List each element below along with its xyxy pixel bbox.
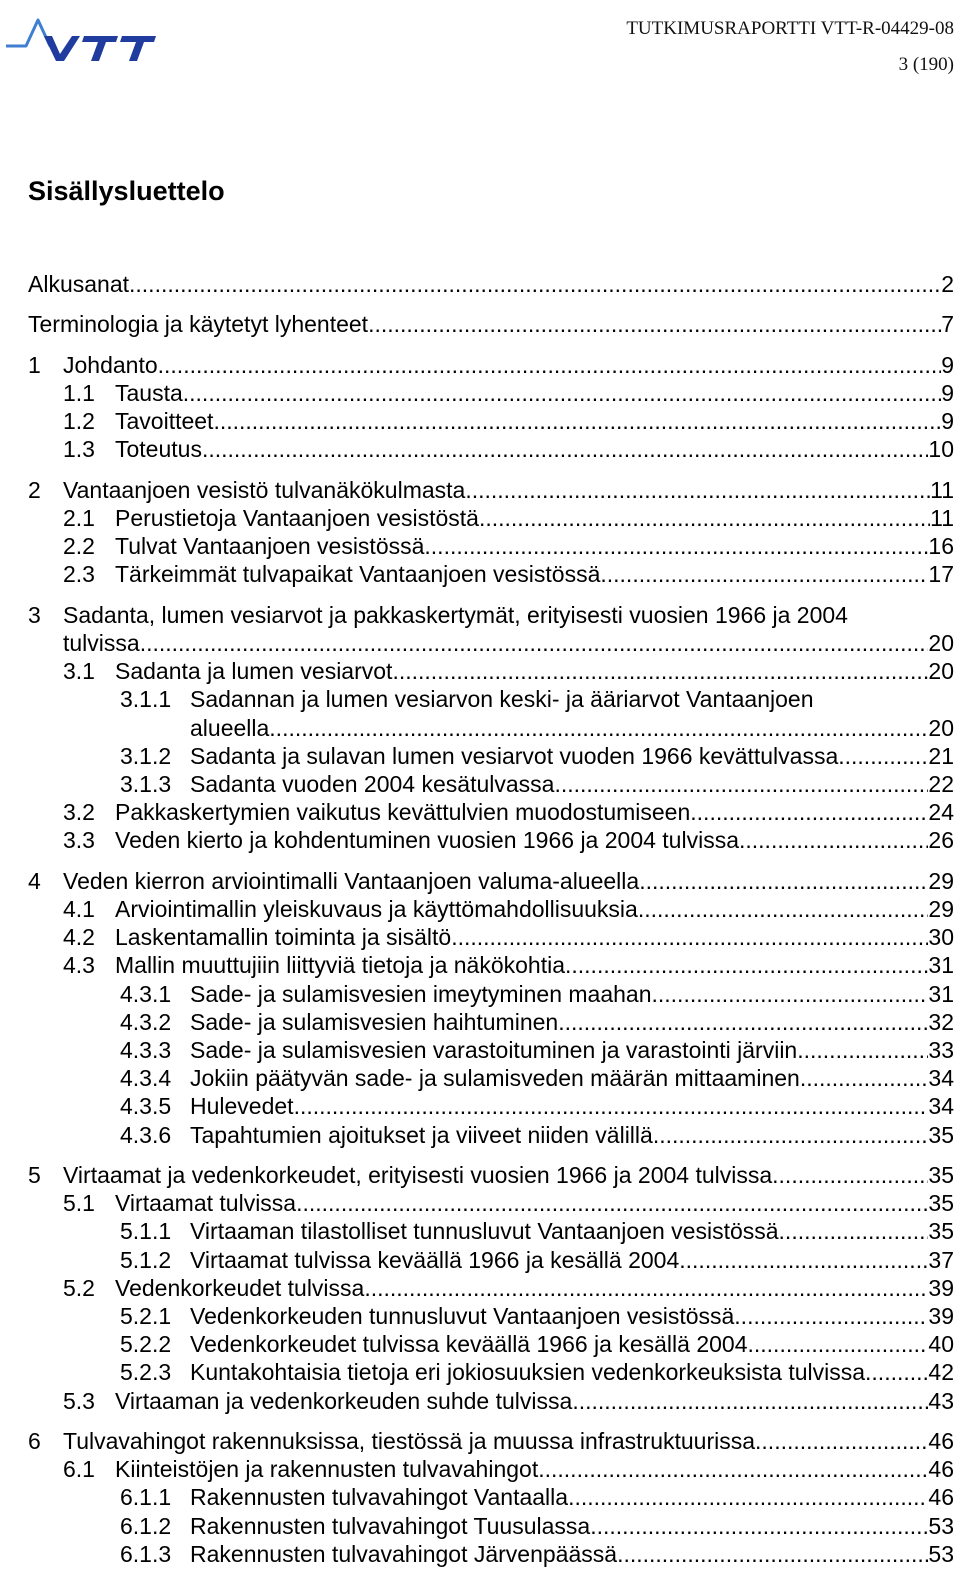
dot-leader [772, 1161, 928, 1189]
toc-entry-title: Vantaanjoen vesistö tulvanäkökulmasta [63, 476, 466, 503]
toc-entry-title: Hulevedet [190, 1093, 294, 1120]
dot-leader [568, 1483, 928, 1511]
dot-leader [129, 270, 941, 298]
toc-entry-page: 26 [928, 827, 954, 854]
toc-entry[interactable] [0, 1512, 954, 1540]
toc-entry-title: Kuntakohtaisia tietoja eri jokiosuuksien vedenkorkeuksista tulvissa [190, 1359, 866, 1386]
toc-entry[interactable] [0, 1064, 954, 1092]
toc-entry-title: Vedenkorkeuden tunnusluvut Vantaanjoen vesistössä [190, 1303, 735, 1329]
dot-leader [424, 532, 928, 560]
dot-leader [465, 476, 930, 504]
dot-leader [797, 1036, 928, 1064]
toc-entry-title: Virtaaman tilastolliset tunnusluvut Vantaanjoen vesistössä [190, 1218, 779, 1245]
dot-leader [734, 1302, 928, 1330]
toc-entry-number: 2.3 [63, 561, 95, 588]
toc-entry-number: 2.2 [63, 533, 95, 560]
toc-entry-title: Virtaamat ja vedenkorkeudet, erityisesti vuosien 1966 ja 2004 tulvissa [63, 1162, 773, 1188]
toc-entry-page: 9 [941, 351, 954, 378]
toc-entry-number: 4 [28, 867, 41, 894]
toc-entry-title: Virtaamat tulvissa keväällä 1966 ja kesällä 2004 [190, 1246, 680, 1273]
toc-entry[interactable] [0, 1387, 954, 1415]
toc-entry-page: 53 [928, 1512, 954, 1539]
toc-entry-title: Tulvat Vantaanjoen vesistössä [115, 533, 425, 560]
toc-entry-title: Sadanta vuoden 2004 kesätulvassa [190, 771, 555, 797]
toc-entry-page: 11 [930, 505, 954, 531]
toc-entry-number: 1 [28, 351, 41, 378]
toc-entry[interactable] [0, 601, 954, 629]
toc-entry-page: 39 [928, 1303, 954, 1329]
dot-leader [392, 657, 928, 685]
toc-entry-page: 42 [928, 1359, 954, 1386]
toc-entry-page: 29 [928, 867, 954, 894]
toc-entry-title: Veden kierto ja kohdentuminen vuosien 1966 ja 2004 tulvissa [115, 827, 739, 854]
toc-entry-number: 4.1 [63, 896, 95, 922]
toc-entry[interactable] [0, 1161, 954, 1189]
toc-entry-page: 35 [928, 1190, 954, 1217]
toc-entry-number: 2.1 [63, 505, 95, 531]
toc-entry-title: Virtaamat tulvissa [115, 1190, 297, 1217]
toc-entry-title: Sadanta, lumen vesiarvot ja pakkaskertymät, erityisesti vuosien 1966 ja 2004 [63, 601, 848, 628]
toc-entry-page: 7 [941, 311, 954, 338]
toc-entry-page: 46 [928, 1428, 954, 1454]
toc-entry-title: Sade- ja sulamisvesien varastoituminen ja varastointi järviin [190, 1037, 798, 1063]
toc-entry[interactable] [0, 1036, 954, 1064]
dot-leader [779, 1217, 929, 1245]
toc-entry[interactable] [0, 1274, 954, 1302]
toc-entry-number: 3.1.1 [120, 686, 172, 713]
dot-leader [838, 742, 928, 770]
toc-entry-page: 35 [928, 1121, 954, 1148]
toc-entry-title: Kiinteistöjen ja rakennusten tulvavahingot [115, 1456, 539, 1483]
toc-entry-number: 4.3.3 [120, 1037, 172, 1063]
toc-entry-number: 5.2.3 [120, 1359, 172, 1386]
toc-entry-title: Toteutus [115, 436, 202, 463]
toc-entry-page: 20 [928, 714, 954, 741]
toc-entry-title: Johdanto [63, 351, 158, 378]
toc-entry-number: 4.2 [63, 924, 95, 951]
toc-entry-title: Tapahtumien ajoitukset ja viiveet niiden välillä [190, 1121, 653, 1148]
toc-entry[interactable] [0, 895, 954, 923]
toc-entry-page: 46 [928, 1484, 954, 1511]
toc-entry[interactable] [0, 1540, 954, 1568]
dot-leader [600, 560, 928, 588]
report-id: TUTKIMUSRAPORTTI VTT-R-04429-08 [626, 18, 954, 39]
toc-entry[interactable] [0, 980, 954, 1008]
toc-entry[interactable] [0, 310, 954, 338]
toc-entry-page: 33 [928, 1037, 954, 1063]
dot-leader [652, 980, 929, 1008]
toc-entry-number: 5.2 [63, 1274, 95, 1301]
toc-entry-page: 9 [941, 408, 954, 435]
toc-entry-number: 6.1 [63, 1456, 95, 1483]
toc-entry-page: 34 [928, 1065, 954, 1092]
toc-entry-title: Jokiin päätyvän sade- ja sulamisveden määrän mittaaminen [190, 1065, 800, 1092]
dot-leader [294, 1092, 929, 1120]
toc-entry[interactable] [0, 742, 954, 770]
toc-entry[interactable] [0, 1092, 954, 1120]
toc-entry-number: 4.3.1 [120, 980, 172, 1007]
toc-entry-title: Sadanta ja lumen vesiarvot [115, 658, 393, 685]
toc-entry[interactable] [0, 1330, 954, 1358]
dot-leader [638, 895, 929, 923]
dot-leader [739, 826, 928, 854]
toc-entry-number: 5.1 [63, 1190, 95, 1217]
toc-entry-page: 31 [928, 952, 954, 979]
toc-entry-page: 21 [928, 742, 954, 769]
toc-entry-number: 6.1.2 [120, 1512, 172, 1539]
dot-leader [479, 504, 930, 532]
toc-entry-page: 11 [930, 476, 954, 503]
toc-entry[interactable] [0, 951, 954, 979]
toc-entry-number: 5.2.2 [120, 1331, 172, 1358]
toc-entry-number: 5.1.1 [120, 1218, 172, 1245]
toc-entry-page: 16 [928, 533, 954, 560]
toc-entry-title: Alkusanat [28, 271, 130, 297]
toc-entry[interactable] [0, 826, 954, 854]
toc-entry-title: Arviointimallin yleiskuvaus ja käyttömahdollisuuksia [115, 896, 638, 922]
toc-entry-title: Rakennusten tulvavahingot Vantaalla [190, 1484, 569, 1511]
toc-entry-number: 6 [28, 1428, 41, 1454]
dot-leader [554, 770, 928, 798]
toc-entry-title: Virtaaman ja vedenkorkeuden suhde tulvissa [115, 1387, 573, 1414]
toc-entry-number: 1.3 [63, 436, 95, 463]
toc-entry-number: 3 [28, 601, 41, 628]
toc-entry[interactable] [0, 532, 954, 560]
dot-leader [158, 351, 942, 379]
toc-entry[interactable] [0, 407, 954, 435]
toc-entry[interactable] [0, 351, 954, 379]
toc-entry-number: 4.3.6 [120, 1121, 172, 1148]
toc-entry-number: 5.3 [63, 1387, 95, 1414]
toc-entry-page: 31 [928, 980, 954, 1007]
toc-entry-number: 3.2 [63, 799, 95, 826]
toc-entry-page: 30 [928, 924, 954, 951]
toc-entry-page: 43 [928, 1387, 954, 1414]
toc-entry[interactable] [0, 798, 954, 826]
toc-entry-number: 4.3.2 [120, 1008, 172, 1035]
toc-entry[interactable] [0, 379, 954, 407]
dot-leader [213, 407, 941, 435]
toc-entry-page: 29 [928, 896, 954, 922]
dot-leader [590, 1512, 928, 1540]
toc-entry[interactable] [0, 1121, 954, 1149]
toc-entry-page: 20 [928, 658, 954, 685]
toc-entry-number: 5.2.1 [120, 1303, 172, 1329]
toc-entry-title: Sade- ja sulamisvesien haihtuminen [190, 1008, 559, 1035]
dot-leader [451, 923, 928, 951]
toc-entry-number: 3.1 [63, 658, 95, 685]
toc-entry[interactable] [0, 685, 954, 713]
toc-entry[interactable] [0, 435, 954, 463]
dot-leader [748, 1330, 929, 1358]
toc-entry-number: 4.3.4 [120, 1065, 172, 1092]
toc-entry[interactable] [0, 1427, 954, 1455]
toc-entry-title: Laskentamallin toiminta ja sisältö [115, 924, 452, 951]
toc-entry-continuation[interactable] [0, 714, 954, 742]
toc-entry-page: 17 [928, 561, 954, 588]
toc-entry-page: 39 [928, 1274, 954, 1301]
toc-entry-page: 20 [928, 630, 954, 656]
dot-leader [269, 714, 928, 742]
dot-leader [296, 1189, 928, 1217]
toc-entry[interactable] [0, 1483, 954, 1511]
dot-leader [639, 867, 928, 895]
toc-entry-title: Tulvavahingot rakennuksissa, tiestössä ja muussa infrastruktuurissa [63, 1428, 756, 1454]
toc-entry-page: 46 [928, 1456, 954, 1483]
toc-entry-title-continuation: alueella [190, 714, 270, 741]
dot-leader [202, 435, 928, 463]
toc-entry-page: 24 [928, 799, 954, 826]
dot-leader [572, 1387, 928, 1415]
toc-entry-page: 35 [928, 1218, 954, 1245]
toc-entry-title: Mallin muuttujiin liittyviä tietoja ja näkökohtia [115, 952, 565, 979]
toc-entry[interactable] [0, 657, 954, 685]
toc-entry-title: Vedenkorkeudet tulvissa [115, 1274, 365, 1301]
dot-leader [183, 379, 941, 407]
toc-entry[interactable] [0, 1246, 954, 1274]
dot-leader [755, 1427, 928, 1455]
dot-leader [140, 629, 929, 657]
toc-entry-number: 6.1.1 [120, 1484, 172, 1511]
toc-entry-number: 1.2 [63, 408, 95, 435]
dot-leader [565, 951, 928, 979]
dot-leader [538, 1455, 928, 1483]
toc-entry[interactable] [0, 476, 954, 504]
toc-entry-title: Tausta [115, 380, 183, 406]
toc-entry-title: Terminologia ja käytetyt lyhenteet [28, 311, 369, 338]
toc-entry-number: 3.3 [63, 827, 95, 854]
dot-leader [690, 798, 928, 826]
toc-entry[interactable] [0, 1189, 954, 1217]
dot-leader [653, 1121, 929, 1149]
toc-entry-page: 2 [941, 271, 954, 297]
toc-entry[interactable] [0, 770, 954, 798]
toc-entry-page: 32 [928, 1008, 954, 1035]
dot-leader [368, 310, 941, 338]
toc-entry-continuation[interactable] [0, 629, 954, 657]
toc-entry-title: Sadanta ja sulavan lumen vesiarvot vuoden 1966 kevättulvassa [190, 742, 839, 769]
toc-entry-page: 35 [928, 1162, 954, 1188]
toc-entry-number: 3.1.3 [120, 771, 172, 797]
toc-entry[interactable] [0, 504, 954, 532]
toc-entry[interactable] [0, 1455, 954, 1483]
dot-leader [617, 1540, 928, 1568]
toc-entry-number: 6.1.3 [120, 1540, 172, 1567]
dot-leader [679, 1246, 928, 1274]
toc-entry-number: 1.1 [63, 380, 95, 406]
toc-entry-page: 9 [941, 380, 954, 406]
toc-entry-page: 22 [928, 771, 954, 797]
toc-entry-number: 2 [28, 476, 41, 503]
toc-entry-title: Vedenkorkeudet tulvissa keväällä 1966 ja kesällä 2004 [190, 1331, 748, 1358]
toc-entry-title: Veden kierron arviointimalli Vantaanjoen valuma-alueella [63, 867, 640, 894]
toc-entry-number: 5.1.2 [120, 1246, 172, 1273]
toc-entry[interactable] [0, 1008, 954, 1036]
page-number: 3 (190) [898, 54, 954, 75]
toc-entry-title: Pakkaskertymien vaikutus kevättulvien muodostumiseen [115, 799, 691, 826]
dot-leader [558, 1008, 928, 1036]
toc-entry-page: 40 [928, 1331, 954, 1358]
toc-entry-title: Sadannan ja lumen vesiarvon keski- ja ääriarvot Vantaanjoen [190, 686, 814, 713]
toc-entry[interactable] [0, 1217, 954, 1245]
toc-entry-title: Rakennusten tulvavahingot Tuusulassa [190, 1512, 591, 1539]
toc-entry-page: 10 [928, 436, 954, 463]
toc-entry-number: 4.3.5 [120, 1093, 172, 1120]
toc-entry-title: Tavoitteet [115, 408, 214, 435]
toc-entry-title: Tärkeimmät tulvapaikat Vantaanjoen vesistössä [115, 561, 601, 588]
toc-entry[interactable] [0, 1358, 954, 1386]
dot-leader [800, 1064, 929, 1092]
toc-entry-number: 5 [28, 1162, 41, 1188]
dot-leader [865, 1358, 928, 1386]
toc-entry[interactable] [0, 560, 954, 588]
toc-entry-page: 53 [928, 1540, 954, 1567]
toc-entry-title-continuation: tulvissa [63, 630, 140, 656]
toc-entry-title: Sade- ja sulamisvesien imeytyminen maahan [190, 980, 652, 1007]
toc-entry-page: 37 [928, 1246, 954, 1273]
toc-entry[interactable] [0, 923, 954, 951]
toc-entry[interactable] [0, 867, 954, 895]
toc-entry[interactable] [0, 270, 954, 298]
toc-entry-number: 4.3 [63, 952, 95, 979]
dot-leader [364, 1274, 928, 1302]
toc-entry-number: 3.1.2 [120, 742, 172, 769]
toc-entry-title: Perustietoja Vantaanjoen vesistöstä [115, 505, 479, 531]
page-title: Sisällysluettelo [28, 176, 225, 206]
toc-entry-page: 34 [928, 1093, 954, 1120]
toc-entry-title: Rakennusten tulvavahingot Järvenpäässä [190, 1540, 618, 1567]
toc-entry[interactable] [0, 1302, 954, 1330]
